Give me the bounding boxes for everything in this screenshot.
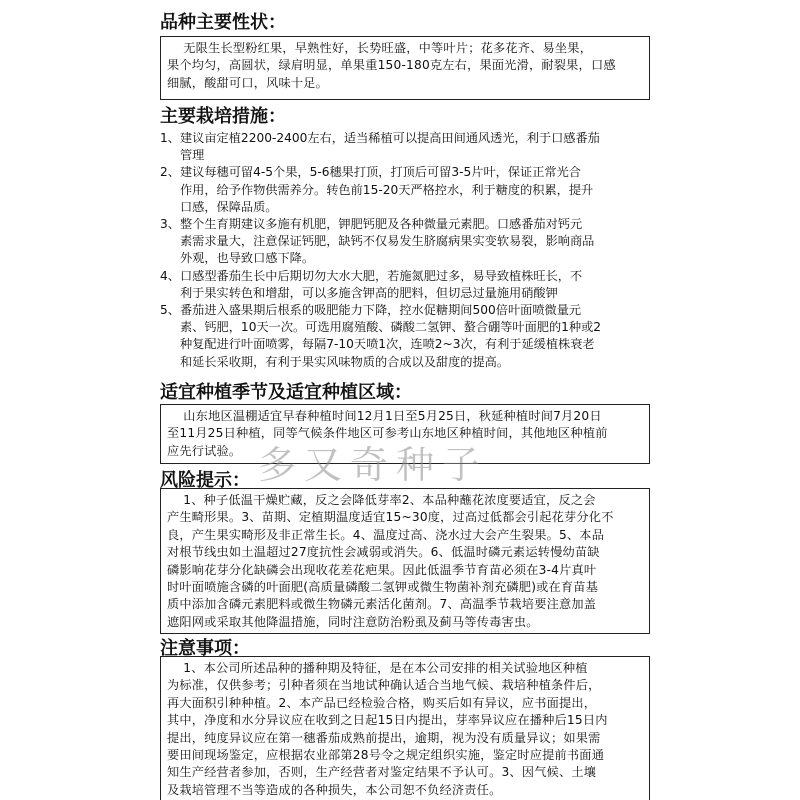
traits-title: 品种主要性状： — [160, 12, 286, 33]
list-item — [160, 216, 650, 268]
item-text: 建议每穗可留4-5个果，5-6穗果打顶，打顶后可留3-5片叶，保证正常光合 作用，给予作物供需养分。转色前15-20天严格控水，利于糖度的积累，提升 口感，保障品质。 — [180, 165, 594, 214]
risk-title: 风险提示： — [160, 470, 250, 491]
list-item — [160, 302, 650, 371]
season-box: 山东地区温棚适宜早春种植时间12月1日至5月25日，秋延种植时间7月20日 至11月25日种植，同等气候条件地区可参考山东地区种植时间，其他地区种植前 应先行试验。 — [160, 404, 650, 464]
brand-watermark: 多又奇种子 — [258, 443, 489, 487]
list-item — [160, 164, 650, 216]
item-number: 2、 — [160, 165, 180, 180]
notice-title: 注意事项： — [160, 638, 250, 659]
traits-box: 无限生长型粉红果，早熟性好，长势旺盛，中等叶片；花多花齐、易坐果， 果个均匀，高圆状，绿肩明显，单果重150-180克左右，果面光滑，耐裂果，口感 细腻，酸甜可口，风味十足。 — [160, 36, 650, 100]
item-text: 口感型番茄生长中后期切勿大水大肥，若施氮肥过多，易导致植株旺长，不 利于果实转色和增甜，可以多施含钾高的肥料，但切忌过量施用硝酸钾 — [180, 268, 583, 300]
item-number: 3、 — [160, 217, 180, 232]
item-text: 整个生育期建议多施有机肥，钾肥钙肥及各种微量元素肥。口感番茄对钙元 素需求量大，注意保证钙肥，缺钙不仅易发生脐腐病果实变软易裂，影响商品 外观，也导致口感下降。 — [180, 217, 595, 266]
cultivation-list — [160, 130, 650, 378]
notice-box: 1、本公司所述品种的播种期及特征，是在本公司安排的相关试验地区种植 为标准，仅供参考；引种者须在当地试种确认适合当地气候、栽培种植条件后， 再大面积引种种植。2、本产品已经检验合格，购买后如有异议，应书面提出， 其中，净度和水分异议应在收到之日起15日内提出，芽率异议应在播种后15日内 提出，纯度异议应在第一穗番茄成熟前提出，逾期，视为没有质量异议；如果需 要田间现场鉴定，应根据农业部第28号令之规定组织实施，鉴定时应提前书面通 知生产经营者参加，否则，生产经营者对鉴定结果不予认可。3、因气候、土壤 及栽培管理不当等造成的各种损失，本公司恕不负经济责任。 — [160, 656, 650, 800]
item-text: 建议亩定植2200-2400左右，适当稀植可以提高田间通风透光，利于口感番茄 管理 — [180, 131, 600, 163]
item-number: 4、 — [160, 268, 180, 283]
item-number: 1、 — [160, 131, 180, 145]
list-item — [160, 268, 650, 302]
item-text: 番茄进入盛果期后根系的吸肥能力下降，控水促糖期间500倍叶面喷微量元 素、钙肥，10天一次。可选用腐殖酸、磷酸二氢钾、螯合硼等叶面肥的1种或2 种复配进行叶面喷雾，每隔7-10天喷1次，连喷2~3次，有利于延缓植株衰老 和延长采收期，有利于果实风味物质的合成以及甜度的提高。 — [180, 303, 602, 369]
cultivation-title: 主要栽培措施： — [160, 106, 286, 127]
item-number: 5、 — [160, 303, 180, 318]
list-item — [160, 130, 650, 164]
risk-box: 1、种子低温干燥贮藏，反之会降低芽率2、本品种蘸花浓度要适宜，反之会 产生畸形果。3、苗期、定植期温度适宜15~30度，过高过低都会引起花芽分化不 良，产生果实畸形及非正常生长。4、温度过高、浇水过大会产生裂果。5、本品 对根节线虫如土温超过27度抗性会减弱或消失。6、低温时磷元素运转慢幼苗缺 磷影响花芽分化缺磷会出现收花差花疤果。因此低温季节育苗必须在3-4片真叶 时叶面喷施含磷的叶面肥(高质量磷酸二氢钾或微生物菌补剂充磷肥)或在育苗基 质中添加含磷元素肥料或微生物磷元素活化菌剂。7、高温季节栽培要注意加盖 遮阳网或采取其他降温措施，同时注意防治粉虱及蓟马等传毒害虫。 — [160, 488, 650, 634]
season-title: 适宜种植季节及适宜种植区域： — [160, 382, 412, 403]
